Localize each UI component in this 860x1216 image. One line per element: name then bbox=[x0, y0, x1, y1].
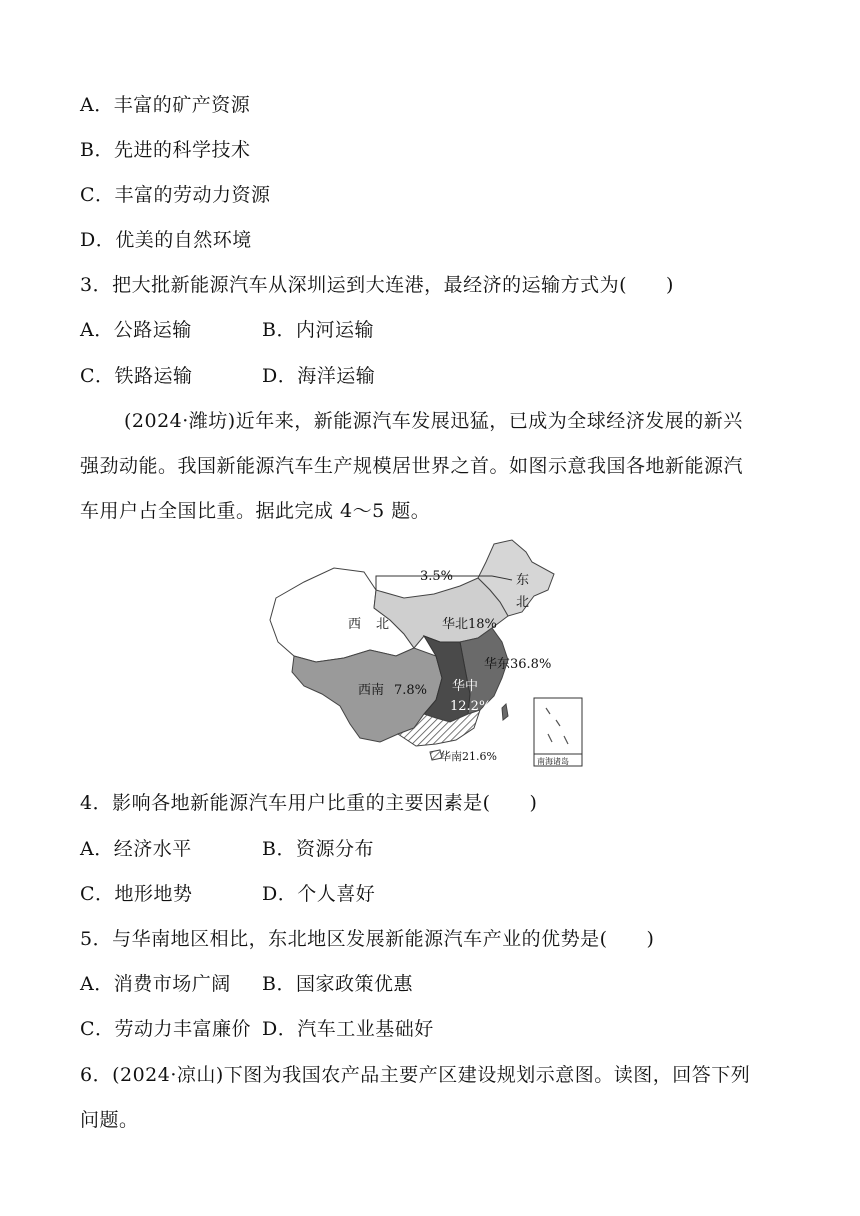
q2-option-b: B．先进的科学技术 bbox=[80, 139, 251, 161]
label-northeast-name-1: 东 bbox=[516, 573, 530, 588]
label-south-china: 华南21.6% bbox=[440, 750, 497, 763]
q3-option-c: C．铁路运输 bbox=[80, 365, 193, 387]
q3-option-b: B．内河运输 bbox=[262, 319, 374, 341]
q6-line-2: 问题。 bbox=[80, 1109, 139, 1131]
q3-options-row2 bbox=[80, 363, 780, 389]
q3-stem: 3．把大批新能源汽车从深圳运到大连港，最经济的运输方式为( ) bbox=[80, 274, 674, 296]
q4-stem: 4．影响各地新能源汽车用户比重的主要因素是( ) bbox=[80, 792, 538, 814]
label-inset: 南海诸岛 bbox=[537, 757, 569, 766]
q5-stem: 5．与华南地区相比，东北地区发展新能源汽车产业的优势是( ) bbox=[80, 928, 655, 950]
q6-line-1: 6．(2024·凉山)下图为我国农产品主要产区建设规划示意图。读图，回答下列 bbox=[80, 1064, 751, 1086]
q5-options-row1 bbox=[80, 971, 780, 997]
passage-line-3: 车用户占全国比重。据此完成 4～5 题。 bbox=[80, 500, 431, 522]
q3-options-row1 bbox=[80, 317, 780, 343]
q4-option-c: C．地形地势 bbox=[80, 883, 193, 905]
taiwan-island bbox=[502, 704, 508, 720]
label-northeast-name-2: 北 bbox=[516, 595, 530, 610]
q2-option-d: D．优美的自然环境 bbox=[80, 229, 252, 251]
label-central-name: 华中 bbox=[452, 679, 479, 694]
q5-option-c: C．劳动力丰富廉价 bbox=[80, 1018, 252, 1040]
china-ev-map bbox=[264, 538, 594, 774]
label-east-china: 华东36.8% bbox=[484, 657, 552, 672]
passage-line-2: 强劲动能。我国新能源汽车生产规模居世界之首。如图示意我国各地新能源汽 bbox=[80, 455, 744, 477]
label-southwest-pct: 7.8% bbox=[394, 683, 428, 698]
q2-option-c: C．丰富的劳动力资源 bbox=[80, 184, 271, 206]
q4-options-row1 bbox=[80, 836, 780, 862]
passage-line-1: (2024·潍坊)近年来，新能源汽车发展迅猛，已成为全球经济发展的新兴 bbox=[124, 410, 743, 432]
label-northwest-name-1: 西 bbox=[348, 617, 362, 632]
label-northwest-name-2: 北 bbox=[376, 617, 390, 632]
q4-options-row2 bbox=[80, 881, 780, 907]
q4-option-a: A．经济水平 bbox=[80, 838, 192, 860]
label-central-pct: 12.2% bbox=[450, 699, 492, 714]
q4-option-d: D．个人喜好 bbox=[262, 883, 376, 905]
q3-option-a: A．公路运输 bbox=[80, 319, 192, 341]
q5-option-b: B．国家政策优惠 bbox=[262, 973, 413, 995]
q5-option-a: A．消费市场广阔 bbox=[80, 973, 231, 995]
q5-options-row2 bbox=[80, 1016, 780, 1042]
q4-option-b: B．资源分布 bbox=[262, 838, 374, 860]
label-north-china: 华北18% bbox=[442, 617, 497, 632]
label-northeast-pct: 3.5% bbox=[420, 569, 454, 584]
q2-option-a: A．丰富的矿产资源 bbox=[80, 94, 251, 116]
q3-option-d: D．海洋运输 bbox=[262, 365, 376, 387]
label-southwest-name: 西南 bbox=[358, 683, 385, 698]
q5-option-d: D．汽车工业基础好 bbox=[262, 1018, 434, 1040]
